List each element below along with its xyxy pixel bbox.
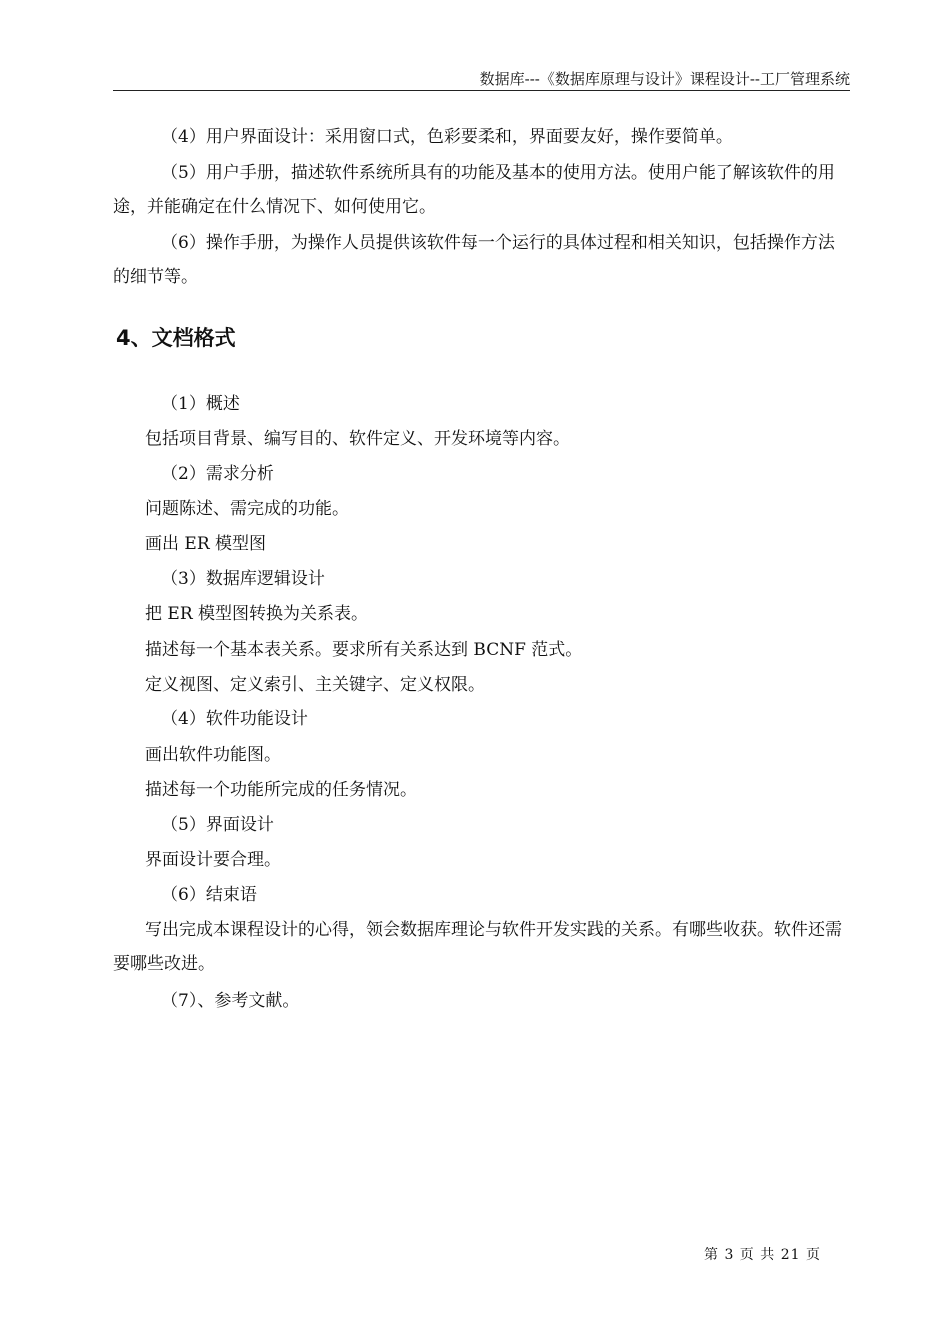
format-item-function-design: （4）软件功能设计 (161, 709, 308, 729)
format-line: 描述每一个功能所完成的任务情况。 (145, 780, 417, 800)
intro-paragraph-4: （4）用户界面设计：采用窗口式，色彩要柔和，界面要友好，操作要简单。 (161, 127, 733, 147)
format-item-ui-design: （5）界面设计 (161, 815, 274, 835)
format-line: 画出软件功能图。 (145, 745, 281, 765)
page-number: 第 3 页 共 21 页 (704, 1247, 821, 1263)
format-item-conclusion: （6）结束语 (161, 885, 257, 905)
format-line: 把 ER 模型图转换为关系表。 (145, 604, 369, 624)
format-item-overview: （1）概述 (161, 394, 240, 414)
format-paragraph-conclusion: 写出完成本课程设计的心得，领会数据库理论与软件开发实践的关系。有哪些收获。软件还需要哪些改进。 (113, 920, 842, 974)
format-line: 画出 ER 模型图 (145, 534, 267, 554)
intro-paragraph-5: （5）用户手册，描述软件系统所具有的功能及基本的使用方法。使用户能了解该软件的用途，并能确定在什么情况下、如何使用它。 (113, 163, 835, 217)
page-header: 数据库---《数据库原理与设计》课程设计--工厂管理系统 (113, 68, 850, 91)
format-line: 包括项目背景、编写目的、软件定义、开发环境等内容。 (145, 429, 570, 449)
intro-paragraph-6: （6）操作手册，为操作人员提供该软件每一个运行的具体过程和相关知识，包括操作方法的细节等。 (113, 233, 835, 287)
format-item-requirements: （2）需求分析 (161, 464, 274, 484)
format-line: 问题陈述、需完成的功能。 (145, 499, 349, 519)
format-line: 界面设计要合理。 (145, 850, 281, 870)
format-item-logical-design: （3）数据库逻辑设计 (161, 569, 325, 589)
format-line: 描述每一个基本表关系。要求所有关系达到 BCNF 范式。 (145, 640, 583, 660)
format-item-references: （7）、参考文献。 (161, 991, 300, 1011)
format-line: 定义视图、定义索引、主关键字、定义权限。 (145, 675, 485, 695)
section-heading: 4、文档格式 (116, 326, 236, 350)
